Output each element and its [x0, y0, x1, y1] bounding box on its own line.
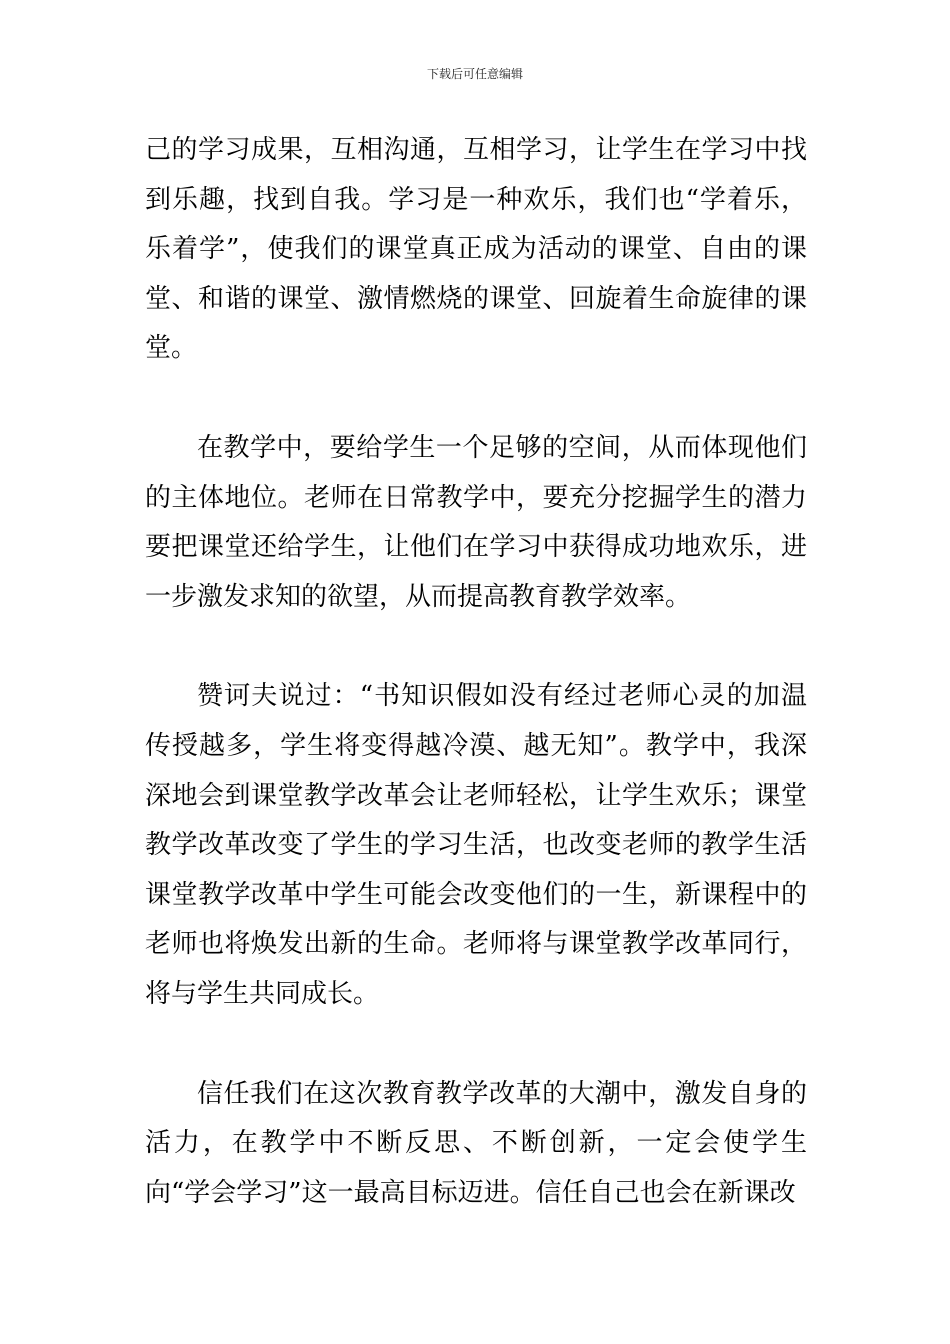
paragraph-4: 信任我们在这次教育教学改革的大潮中，激发自身的活力，在教学中不断反思、不断创新，一定会使学生向“学会学习”这一最高目标迈进。信任自己也会在新课改	[145, 1078, 807, 1208]
page-header: 下载后可任意编辑	[426, 67, 523, 81]
paragraph-gap	[145, 1020, 807, 1070]
paragraph-1: 己的学习成果，互相沟通，互相学习，让学生在学习中找到乐趣，找到自我。学习是一种欢乐，我们也“学着乐，乐着学”，使我们的课堂真正成为活动的课堂、自由的课堂、和谐的课堂、激情燃烧的课堂、回旋着生命旋律的课堂。	[145, 135, 807, 364]
paragraph-3: 赞诃夫说过：“书知识假如没有经过老师心灵的加温传授越多，学生将变得越冷漠、越无知”。教学中，我深深地会到课堂教学改革会让老师轻松，让学生欢乐；课堂教学改革改变了学生的学习生活，也改变老师的教学生活课堂教学改革中学生可能会改变他们的一生，新课程中的老师也将焕发出新的生命。老师将与课堂教学改革同行，将与学生共同成长。	[145, 681, 807, 1009]
document-body	[145, 126, 807, 1218]
paragraph-2: 在教学中，要给学生一个足够的空间，从而体现他们的主体地位。老师在日常教学中，要充分挖掘学生的潜力要把课堂还给学生，让他们在学习中获得成功地欢乐，进一步激发求知的欲望，从而提高教育教学效率。	[145, 432, 807, 612]
paragraph-gap	[145, 374, 807, 424]
paragraph-gap	[145, 622, 807, 672]
